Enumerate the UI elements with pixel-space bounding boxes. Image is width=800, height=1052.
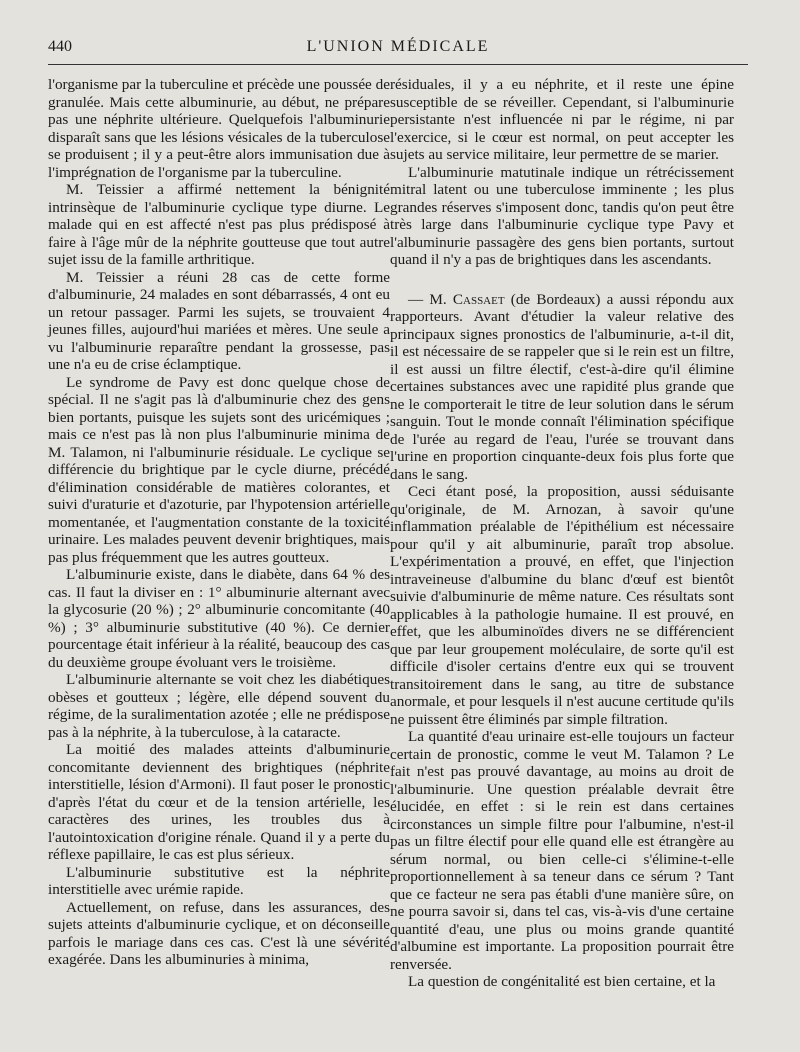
left-column <box>48 76 390 969</box>
cassaet-name: Cassaet <box>452 290 505 308</box>
paragraph: L'albuminurie substitutive est la néphrite interstitielle avec urémie rapide. <box>48 863 390 898</box>
right-column <box>390 76 734 991</box>
cassaet-text: (de Bordeaux) a aussi répondu aux rapporteurs. Avant d'étudier la valeur relative des principaux signes pronostics de l'albuminurie, a-t-il dit, il est nécessaire de se rappeler que si le rein est un filtre, il est aussi un filtre électif, c'est-à-dire qu'il élimine certaines substances avec une rapidité plus grande que ne le comporterait le titre de leur solution dans le sérum sanguin. Tout le monde connaît l'élimination spécifique de l'urée au regard de l'eau, l'urée se trouvant dans l'urine en proportion cinquante-deux fois plus forte que dans le sang. <box>390 290 734 483</box>
cassaet-lead: — M. <box>408 290 453 308</box>
paragraph: Ceci étant posé, la proposition, aussi séduisante qu'originale, de M. Arnozan, à savoir qu'une inflammation préalable de l'épithélium est nécessaire pour qu'il y ait albuminurie, paraît trop absolue. L'expérimentation a prouvé, en effet, que l'injection intraveineuse d'albumine du blanc d'œuf est bientôt suivie d'albuminurie de même nature. Ces résultats sont applicables à la pathologie humaine. Il est prouvé, en effet, que les albuminoïdes divers ne se différencient que par leur groupement moléculaire, de sorte qu'il est difficile d'isoler certains d'entre eux qui se trouvent transitoirement dans le sang, au titre de substance anormale, et pour lesquels il n'est aucune certitude qu'ils ne puissent être éliminés par simple filtration. <box>390 483 734 728</box>
paragraph: L'albuminurie existe, dans le diabète, dans 64 % des cas. Il faut la diviser en : 1° albuminurie alternant avec la glycosurie (20 %) ; 2° albuminurie concomitante (40 %) ; 3° albuminurie substitutive (40 %). Ce dernier pourcentage était inférieur à la réalité, beaucoup des cas du deuxième groupe évoluant vers le troisième. <box>48 566 390 671</box>
paragraph: La moitié des malades atteints d'albuminurie concomitante deviennent des brightiques (néphrite interstitielle, lésion d'Armoni). Il faut poser le pronostic d'après l'état du cœur et de la tension artérielle, les caractères des urines, les troubles dus à l'autointoxication d'origine rénale. Quand il y a perte du réflexe papillaire, le cas est plus sérieux. <box>48 741 390 863</box>
paragraph: L'albuminurie alternante se voit chez les diabétiques obèses et goutteux ; légère, elle dépend souvent du régime, de la suralimentation azotée ; elle ne prédispose pas à la néphrite, à la tuberculose, à la cataracte. <box>48 671 390 741</box>
page-number: 440 <box>48 38 72 55</box>
paragraph: La question de congénitalité est bien certaine, et la <box>408 973 716 990</box>
journal-title: L'UNION MÉDICALE <box>306 38 490 55</box>
paragraph: M. Teissier a affirmé nettement la bénignité intrinsèque de l'albuminurie cyclique type diurne. Le malade qui en est affecté n'est pas plus prédisposé à faire à l'âge mûr de la néphrite goutteuse que tout autre sujet issu de la famille arthritique. <box>48 181 390 268</box>
paragraph: L'albuminurie matutinale indique un rétrécissement mitral latent ou une tuberculose imminente ; les plus grandes réserves s'imposent donc, tandis qu'on peut être très large dans l'albuminurie cyclique type Pavy et l'albuminurie passagère des gens bien portants, surtout quand il n'y a pas de brightiques dans les ascendants. <box>390 163 734 268</box>
paragraph: Actuellement, on refuse, dans les assurances, des sujets atteints d'albuminurie cyclique, et on déconseille parfois le mariage dans ces cas. C'est là une sévérité exagérée. Dans les albuminuries à minima, <box>48 898 390 968</box>
paragraph: La quantité d'eau urinaire est-elle toujours un facteur certain de pronostic, comme le veut M. Talamon ? Le fait n'est pas prouvé davantage, au moins au droit de l'albuminurie. Une question préalable devrait être élucidée, en effet : si le rein est dans certaines circonstances un simple filtre pour l'albumine, n'est-il pas un filtre électif pour elle quand elle est étrangère au sérum normal, ou bien celle-ci s'élimine-t-elle proportionnellement à sa teneur dans ce sérum ? Tant que ce facteur ne sera pas établi d'une manière sûre, on ne pourra savoir si, dans tel cas, vis-à-vis d'une certaine quantité d'eau, une plus ou moins grande quantité d'albumine est importante. La proposition pourrait être renversée. <box>390 728 734 973</box>
page-header <box>48 36 748 62</box>
paragraph-cassaet <box>390 291 734 484</box>
paragraph: Le syndrome de Pavy est donc quelque chose de spécial. Il ne s'agit pas là d'albuminurie chez des gens bien portants, puisque les sujets sont des uricémiques ; mais ce n'est pas là non plus l'albuminurie minima de M. Talamon, ni l'albuminurie résiduale. Le cyclique se différencie du brightique par le cycle diurne, précédé d'élimination considérable de matières colorantes, et suivi d'uraturie et d'azoturie, par l'hypotension artérielle momentanée, et l'augmentation constante de la toxicité urinaire. Les malades peuvent devenir brightiques, mais pas plus fréquemment que les autres goutteux. <box>48 373 390 566</box>
header-rule <box>48 64 748 65</box>
paragraph: M. Teissier a réuni 28 cas de cette forme d'albuminurie, 24 malades en sont débarrassés, 4 ont eu un retour passager. Parmi les sujets, se trouvaient 4 jeunes filles, aujourd'hui mariées et mères. Une seule a vu l'albuminurie reparaître pendant la grossesse, pas une n'a eu de crise éclamptique. <box>48 268 390 373</box>
paragraph: résiduales, il y a eu néphrite, et il reste une épine susceptible de se réveiller. Cependant, si l'albuminurie persistante n'est influencée ni par le régime, ni par l'exercice, si le cœur est normal, on peut accepter les sujets au service militaire, leur permettre de se marier. <box>390 76 734 163</box>
paragraph: l'organisme par la tuberculine et précède une poussée de granulée. Mais cette albuminurie, au début, ne prépare pas une néphrite ultérieure. Quelquefois l'albuminurie disparaît sans que les lésions vésicales de la tuberculose se produisent ; il y a peut-être alors immunisation due à l'imprégnation de l'organisme par la tuberculine. <box>48 76 390 181</box>
